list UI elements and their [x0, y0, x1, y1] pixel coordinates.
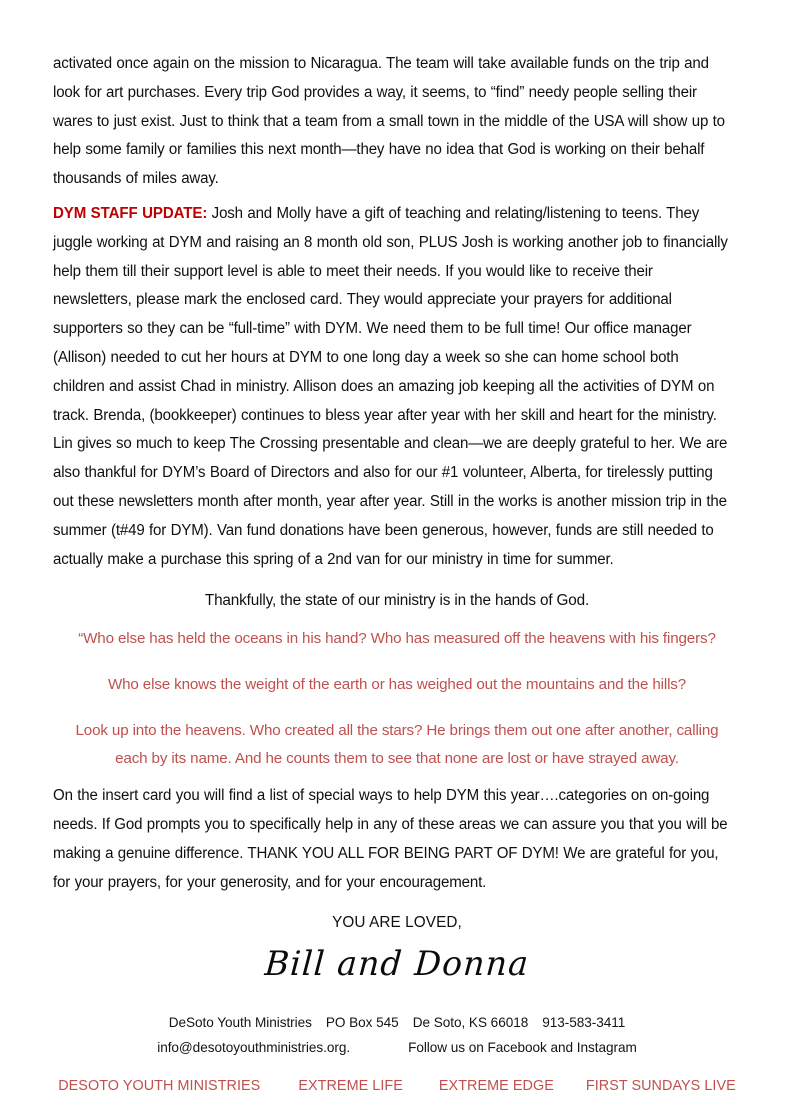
- brand-extreme-life: EXTREME LIFE: [298, 1077, 403, 1094]
- paragraph-mission-trip: activated once again on the mission to Nicaragua. The team will take available funds on the trip and look for art purchases. Every trip God provides a way, it seems, to “find” needy people selling their wares to just exist. Just to think that a team from a small town in the middle of the USA will show up to help some family or families this next month—they have no idea that God is working on their behalf thousands of miles away.: [53, 55, 725, 188]
- verse-line-2: Who else knows the weight of the earth or has weighed out the mountains and the hills?: [107, 676, 687, 694]
- spacer: [554, 1074, 586, 1098]
- brand-desoto-youth-ministries: DESOTO YOUTH MINISTRIES: [58, 1077, 261, 1094]
- footer-brand-list: [53, 1074, 741, 1098]
- signature-names: Bill and Donna: [263, 943, 531, 983]
- spacer: [403, 1074, 439, 1098]
- footer-phone: 913-583-3411: [542, 1014, 626, 1030]
- salutation: YOU ARE LOVED,: [332, 913, 462, 931]
- verse-line-1: “Who else has held the oceans in his hand? Who has measured off the heavens with his fingers?: [78, 630, 716, 648]
- verse-spacer-2: [53, 707, 741, 717]
- footer-org-name: DeSoto Youth Ministries: [168, 1014, 312, 1030]
- brand-first-sundays-live: FIRST SUNDAYS LIVE: [585, 1077, 736, 1094]
- center-statement: Thankfully, the state of our ministry is in the hands of God.: [204, 592, 590, 610]
- footer-address-line: [53, 1010, 741, 1035]
- footer-email[interactable]: info@desotoyouthministries.org.: [157, 1039, 351, 1055]
- paragraph-closing: On the insert card you will find a list of special ways to help DYM this year….categories on on-going needs. If God prompts you to specifically help in any of these areas we can assure you that you will be making a genuine difference. THANK YOU ALL FOR BEING PART OF DYM! We are grateful for you, for your prayers, for your generosity, and for your encouragement.: [53, 787, 728, 891]
- staff-update-heading: DYM STAFF UPDATE:: [53, 204, 208, 222]
- verse-spacer: [53, 661, 741, 671]
- footer-contact-line: [53, 1035, 741, 1060]
- footer-po-box: PO Box 545: [325, 1014, 399, 1030]
- brand-extreme-edge: EXTREME EDGE: [438, 1077, 554, 1094]
- paragraph-staff-update: [53, 200, 731, 574]
- staff-update-body: Josh and Molly have a gift of teaching and relating/listening to teens. They juggle working at DYM and raising an 8 month old son, PLUS Josh is working another job to financially help them till their support level is able to meet their needs. If you would like to receive their newsletters, please mark the enclosed card. They would appreciate your prayers for additional supporters so they can be “full-time” with DYM. We need them to be full time! Our office manager (Allison) needed to cut her hours at DYM to one long day a week so she can home school both children and assist Chad in ministry. Allison does an amazing job keeping all the activities of DYM on track. Brenda, (bookkeeper) continues to bless year after year with her skill and heart for the ministry. Lin gives so much to keep The Crossing presentable and clean—we are deeply grateful to her. We are also thankful for DYM’s Board of Directors and also for our #1 volunteer, Alberta, for tirelessly putting out these newsletters month after month, year after year. Still in the works is another mission trip in the summer (t#49 for DYM). Van fund donations have been generous, however, funds are still needed to actually make a purchase this spring of a 2nd van for our ministry in time for summer.: [53, 204, 728, 568]
- footer-social: Follow us on Facebook and Instagram: [408, 1039, 637, 1055]
- spacer: [260, 1074, 298, 1098]
- verse-line-3: Look up into the heavens. Who created all the stars? He brings them out one after another, calling each by its name. And he counts them to see that none are lost or have strayed away.: [75, 722, 719, 768]
- document-content: [53, 50, 741, 1098]
- footer-city-state-zip: De Soto, KS 66018: [412, 1014, 529, 1030]
- footer: [53, 1010, 741, 1098]
